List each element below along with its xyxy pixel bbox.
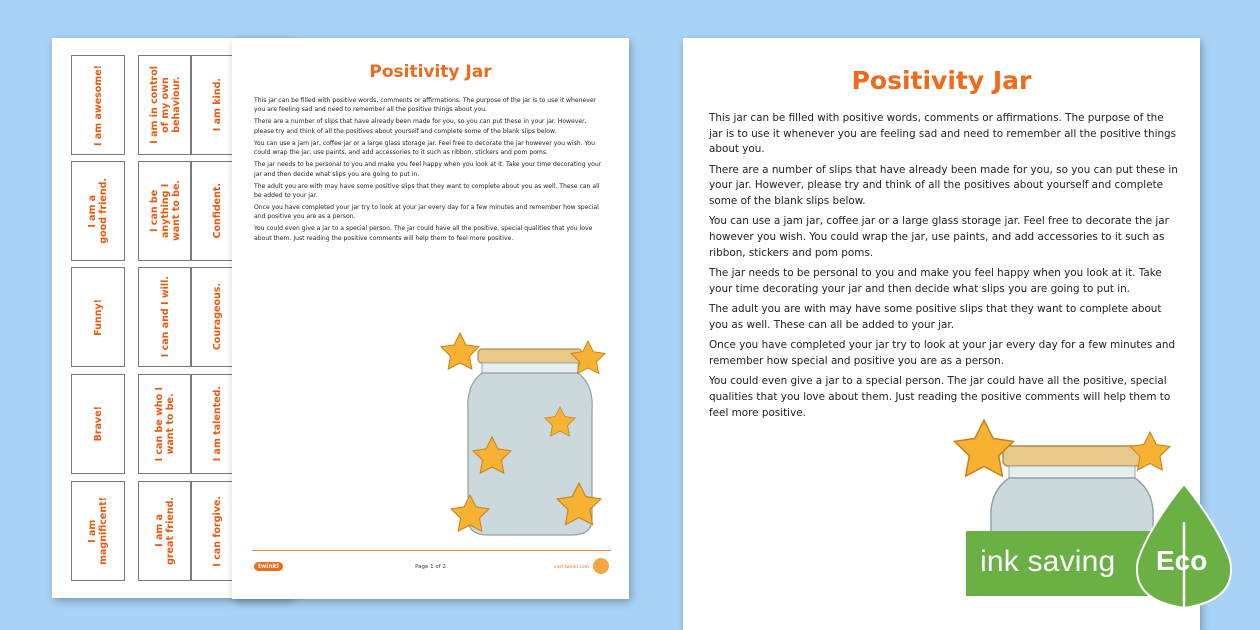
page-body-small: [254, 96, 607, 246]
affirmation-text: I am talented.: [211, 386, 223, 462]
paragraph: This jar can be filled with positive words, comments or affirmations. The purpose of the jar is to use it whenever you are feeling sad and need to remember all the positive things about you.: [709, 112, 1177, 156]
paragraph: The jar needs to be personal to you and make you feel happy when you look at it. Take your time decorating your jar and then decide what slips you are going to put in.: [254, 161, 602, 178]
paragraph: You could even give a jar to a special person. The jar could have all the positive, special qualities that you love about them. Just reading the positive comments will help them to feel more positive.: [709, 375, 1171, 419]
paragraph: There are a number of slips that have already been made for you, so you can put these in your jar. However, please try and think of all the positives about yourself and complete some of the blank slips below.: [709, 163, 1178, 208]
affirmation-text: I am a great friend.: [154, 497, 176, 565]
paragraph: The jar needs to be personal to you and make you feel happy when you look at it. Take your time decorating your jar and then decide what slips you are going to put in.: [709, 267, 1162, 295]
affirmation-slip: [138, 374, 192, 474]
affirmation-text: Funny!: [92, 298, 104, 336]
affirmation-text: I can forgive.: [211, 495, 223, 567]
affirmation-slip: [71, 481, 125, 581]
footer-divider: [252, 550, 611, 551]
paragraph: You can use a jam jar, coffee jar or a large glass storage jar. Feel free to decorate the jar however you wish. You could wrap the jar, use paints, and add accessories to it such as ribbon, stickers and pom poms.: [254, 139, 596, 157]
eco-label: Eco: [1156, 545, 1208, 576]
page-title-small: Positivity Jar: [369, 62, 492, 82]
page-number: Page 1 of 2: [415, 564, 446, 570]
paragraph: The adult you are with may have some positive slips that they want to complete about you as well. These can all be added to your jar.: [709, 303, 1162, 331]
paragraph: You could even give a jar to a special person. The jar could have all the positive, special qualities that you love about them. Just reading the positive comments will help them to feel more positive.: [254, 225, 593, 242]
affirmation-slip: [138, 481, 192, 581]
affirmation-text: Confident.: [211, 183, 223, 239]
star-icon: [955, 420, 1014, 476]
page-body: [709, 111, 1178, 426]
affirmation-text: I am a good friend.: [87, 178, 109, 244]
affirmation-text: I am awesome!: [92, 64, 104, 146]
paragraph: There are a number of slips that have already been made for you, so you can put these in your jar. However, please try and think of all the positives about yourself and complete some of the blank slips below.: [254, 118, 587, 135]
affirmation-text: I am kind.: [211, 78, 223, 132]
quality-badge-icon: [593, 558, 609, 574]
twinkl-logo: twinkl: [254, 562, 283, 571]
website-text: visit twinkl.com: [553, 565, 589, 570]
paragraph: Once you have completed your jar try to look at your jar every day for a few minutes and remember how special and positive you are as a person.: [254, 204, 599, 221]
affirmation-text: I can and I will.: [159, 276, 171, 358]
affirmation-slip: [71, 161, 125, 261]
affirmation-slip: [71, 374, 125, 474]
affirmation-text: Courageous.: [211, 283, 223, 351]
page-title: Positivity Jar: [851, 66, 1032, 95]
affirmation-text: I can be anything I want to be.: [148, 180, 182, 242]
paragraph: The adult you are with may have some positive slips that they want to complete about you as well. These can all be added to your jar.: [254, 182, 600, 200]
paragraph: This jar can be filled with positive words, comments or affirmations. The purpose of the jar is to use it whenever you are feeling sad and need to remember all the positive things about you.: [254, 97, 597, 114]
affirmation-text: Brave!: [92, 406, 104, 442]
affirmation-text: I can be who I want to be.: [154, 386, 176, 462]
affirmation-slip: [138, 55, 192, 155]
jar-illustration: [432, 323, 612, 543]
affirmation-text: I am magnificent!: [87, 497, 109, 565]
affirmation-slip: [138, 267, 192, 367]
affirmation-slip: [71, 55, 125, 155]
affirmation-slip: [71, 267, 125, 367]
star-icon: [441, 333, 479, 369]
ink-saving-label: ink saving: [980, 545, 1116, 578]
affirmation-text: I am in control of my own behaviour.: [148, 66, 182, 144]
affirmation-slip: [138, 161, 192, 261]
paragraph: You can use a jam jar, coffee jar or a large glass storage jar. Feel free to decorate the jar however you wish. You could wrap the jar, use paints, and add accessories to it such as ribbon, stickers and pom poms.: [709, 215, 1169, 259]
preview-page-small: [232, 38, 629, 599]
paragraph: Once you have completed your jar try to look at your jar every day for a few minutes and remember how special and positive you are as a person.: [709, 339, 1176, 367]
